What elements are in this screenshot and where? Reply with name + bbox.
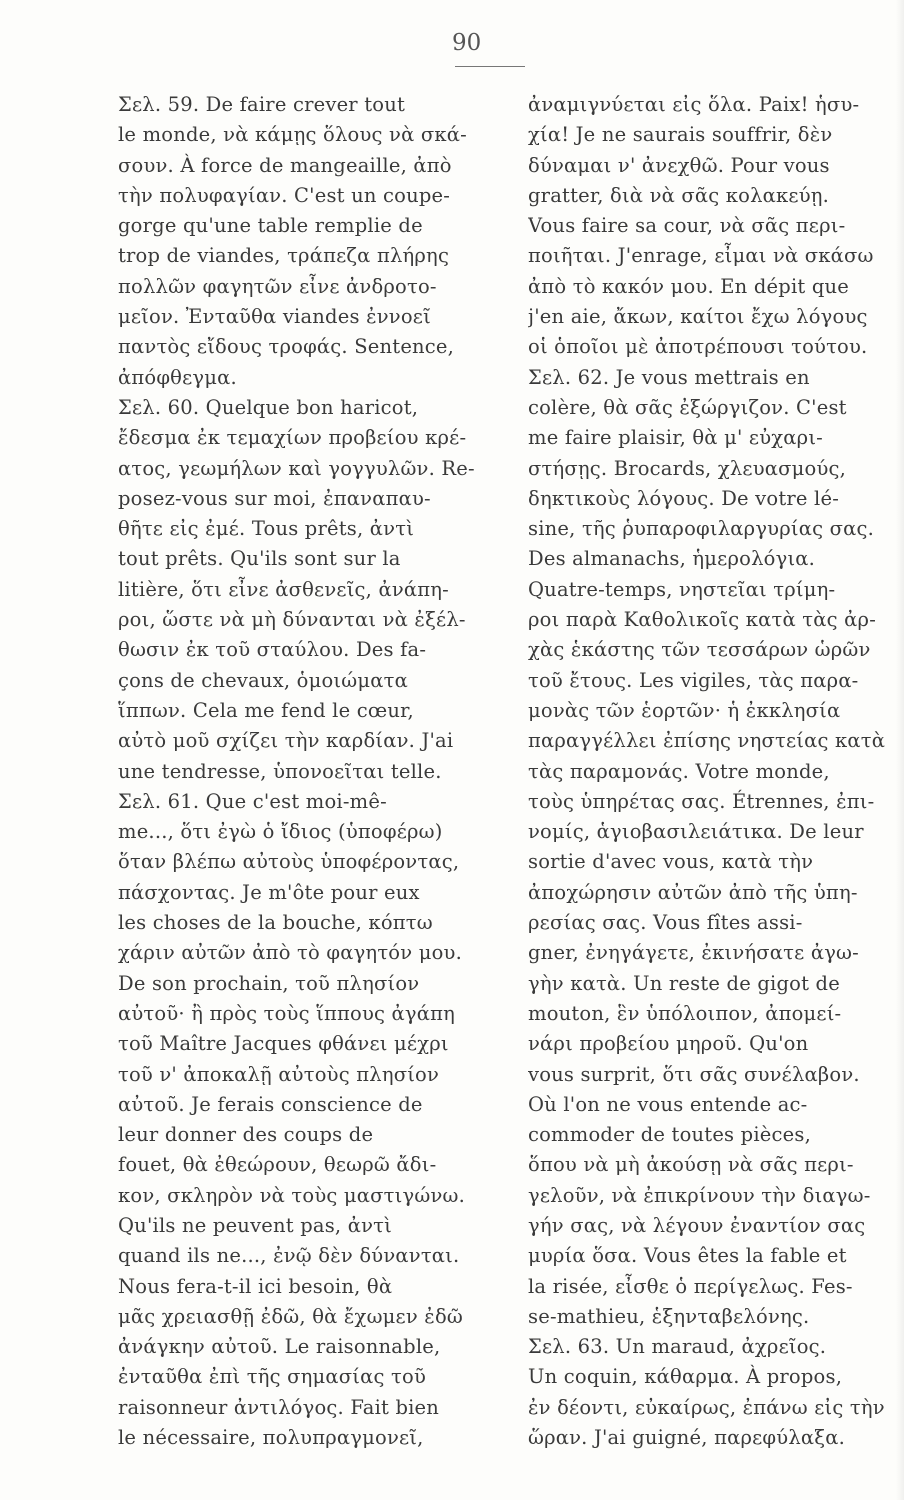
text-line: colère, θὰ σᾶς ἐξώργιζον. C'est xyxy=(528,395,847,419)
text-line: Σελ. 60. Quelque bon haricot, xyxy=(118,395,419,419)
text-line: παντὸς εἴδους τροφάς. Sentence, xyxy=(118,335,455,359)
text-line: οἱ ὁποῖοι μὲ ἀποτρέπουσι τούτου. xyxy=(528,335,868,359)
text-line: ατος, γεωμήλων καὶ γογγυλῶν. Re- xyxy=(118,456,475,480)
text-line: γήν σας, νὰ λέγουν ἐναντίον σας xyxy=(528,1213,866,1237)
text-line: μυρία ὅσα. Vous êtes la fable et xyxy=(528,1244,847,1268)
text-line: ἀπὸ τὸ κακόν μου. En dépit que xyxy=(528,274,849,298)
text-line: sine, τῆς ῥυπαροφιλαργυρίας σας. xyxy=(528,517,875,541)
text-line: τὴν πολυφαγίαν. C'est un coupe- xyxy=(118,183,451,207)
text-line: ροι παρὰ Καθολικοῖς κατὰ τὰς ἀρ- xyxy=(528,608,876,632)
text-line: ἔδεσμα ἐκ τεμαχίων προβείου κρέ- xyxy=(118,426,467,450)
text-line: une tendresse, ὑπονοεῖται telle. xyxy=(118,759,442,783)
text-line: gratter, διὰ νὰ σᾶς κολακεύῃ. xyxy=(528,183,830,207)
text-line: ἀπόφθεγμα. xyxy=(118,365,237,389)
text-line: τοῦ Maître Jacques φθάνει μέχρι xyxy=(118,1032,449,1056)
text-line: se-mathieu, ἑξηνταβελόνης. xyxy=(528,1304,810,1328)
text-line: τὰς παραμονάς. Votre monde, xyxy=(528,759,830,783)
text-line: χὰς ἑκάστης τῶν τεσσάρων ὡρῶν xyxy=(528,638,871,662)
text-line: litière, ὅτι εἶνε ἀσθενεῖς, ἀνάπη- xyxy=(118,577,449,601)
text-line: γὴν κατὰ. Un reste de gigot de xyxy=(528,971,840,995)
left-column xyxy=(118,90,486,1453)
text-line: δύναμαι ν' ἀνεχθῶ. Pour vous xyxy=(528,153,830,177)
text-line: αὐτοῦ· ἢ πρὸς τοὺς ἵππους ἀγάπη xyxy=(118,1001,456,1025)
text-line: quand ils ne..., ἐνῷ δὲν δύνανται. xyxy=(118,1244,460,1268)
text-line: τοῦ ἔτους. Les vigiles, τὰς παρα- xyxy=(528,668,859,692)
header-rule xyxy=(455,66,525,67)
text-line: mouton, ἓν ὑπόλοιπον, ἀπομεί- xyxy=(528,1001,842,1025)
text-line: ὅταν βλέπω αὐτοὺς ὑποφέροντας, xyxy=(118,850,460,874)
right-column xyxy=(528,90,896,1453)
text-line: παραγγέλλει ἐπίσης νηστείας κατὰ xyxy=(528,729,886,753)
text-line: ἵππων. Cela me fend le cœur, xyxy=(118,698,414,722)
text-line: σουν. À force de mangeaille, ἀπὸ xyxy=(118,153,452,177)
text-line: Σελ. 63. Un maraud, ἀχρεῖος. xyxy=(528,1335,827,1359)
text-line: ὅπου νὰ μὴ ἀκούσῃ νὰ σᾶς περι- xyxy=(528,1153,854,1177)
text-line: leur donner des coups de xyxy=(118,1123,374,1147)
text-line: ἀναμιγνύεται εἰς ὅλα. Paix! ἡσυ- xyxy=(528,93,860,116)
text-line: νάρι προβείου μηροῦ. Qu'on xyxy=(528,1032,809,1056)
text-line: me faire plaisir, θὰ μ' εὐχαρι- xyxy=(528,426,823,450)
text-line: Σελ. 59. De faire crever tout xyxy=(118,93,405,116)
text-line: Vous faire sa cour, νὰ σᾶς περι- xyxy=(528,214,846,238)
text-line: ἐνταῦθα ἐπὶ τῆς σημασίας τοῦ xyxy=(118,1365,427,1389)
page-number: 90 xyxy=(452,30,482,56)
text-line: μᾶς χρειασθῇ ἐδῶ, θὰ ἔχωμεν ἐδῶ xyxy=(118,1304,464,1328)
text-line: trop de viandes, τράπεζα πλήρης xyxy=(118,244,450,268)
text-line: le monde, νὰ κάμῃς ὅλους νὰ σκά- xyxy=(118,123,467,147)
page-edge-shadow xyxy=(896,0,904,1500)
text-line: θωσιν ἐκ τοῦ σταύλου. Des fa- xyxy=(118,638,427,662)
text-line: commoder de toutes pièces, xyxy=(528,1123,811,1147)
text-line: γελοῦν, νὰ ἐπικρίνουν τὴν διαγω- xyxy=(528,1183,871,1207)
text-line: De son prochain, τοῦ πλησίον xyxy=(118,971,420,995)
text-line: δηκτικοὺς λόγους. De votre lé- xyxy=(528,486,840,510)
text-line: νομίς, ἁγιοβασιλειάτικα. De leur xyxy=(528,820,864,844)
text-line: ἐν δέοντι, εὐκαίρως, ἐπάνω εἰς τὴν xyxy=(528,1395,885,1419)
text-line: sortie d'avec vous, κατὰ τὴν xyxy=(528,850,814,874)
text-line: fouet, θὰ ἐθεώρουν, θεωρῶ ἄδι- xyxy=(118,1153,437,1177)
text-line: χία! Je ne saurais souffrir, δὲν xyxy=(528,123,833,147)
text-line: ἀνάγκην αὐτοῦ. Le raisonnable, xyxy=(118,1335,441,1359)
text-line: vous surprit, ὅτι σᾶς συνέλαβον. xyxy=(528,1062,860,1086)
text-line: Où l'on ne vous entende ac- xyxy=(528,1092,808,1116)
text-line: τοὺς ὑπηρέτας σας. Étrennes, ἐπι- xyxy=(528,789,875,813)
text-line: posez-vous sur moi, ἐπαναπαυ- xyxy=(118,486,431,510)
text-line: Qu'ils ne peuvent pas, ἀντὶ xyxy=(118,1213,392,1237)
text-line: αὐτὸ μοῦ σχίζει τὴν καρδίαν. J'ai xyxy=(118,729,454,753)
text-line: j'en aie, ἄκων, καίτοι ἔχω λόγους xyxy=(528,305,868,329)
text-line: Des almanachs, ἡμερολόγια. xyxy=(528,547,816,571)
text-line: gorge qu'une table remplie de xyxy=(118,214,423,238)
text-line: me..., ὅτι ἐγὼ ὁ ἴδιος (ὑποφέρω) xyxy=(118,820,443,844)
text-line: Σελ. 62. Je vous mettrais en xyxy=(528,365,810,389)
text-line: le nécessaire, πολυπραγμονεῖ, xyxy=(118,1426,424,1450)
text-line: στήσῃς. Brocards, χλευασμούς, xyxy=(528,456,847,480)
text-line: ἀποχώρησιν αὐτῶν ἀπὸ τῆς ὑπη- xyxy=(528,880,858,904)
text-line: ροι, ὥστε νὰ μὴ δύνανται νὰ ἐξέλ- xyxy=(118,608,466,632)
text-line: μεῖον. Ἐνταῦθα viandes ἐννοεῖ xyxy=(118,305,431,329)
text-line: gner, ἐνηγάγετε, ἐκινήσατε ἀγω- xyxy=(528,941,859,965)
text-line: ὥραν. J'ai guigné, παρεφύλαξα. xyxy=(528,1426,845,1450)
text-line: κον, σκληρὸν νὰ τοὺς μαστιγώνω. xyxy=(118,1183,465,1207)
text-line: πάσχοντας. Je m'ôte pour eux xyxy=(118,880,420,904)
text-line: ρεσίας σας. Vous fîtes assi- xyxy=(528,911,803,935)
text-line: χάριν αὐτῶν ἀπὸ τὸ φαγητόν μου. xyxy=(118,941,462,965)
text-line: τοῦ ν' ἀποκαλῇ αὐτοὺς πλησίον xyxy=(118,1062,440,1086)
text-line: çons de chevaux, ὁμοιώματα xyxy=(118,668,408,692)
text-line: πολλῶν φαγητῶν εἶνε ἀνδροτο- xyxy=(118,274,437,298)
text-line: tout prêts. Qu'ils sont sur la xyxy=(118,547,401,571)
text-line: ποιῆται. J'enrage, εἶμαι νὰ σκάσω xyxy=(528,244,874,268)
text-line: θῆτε εἰς ἐμέ. Tous prêts, ἀντὶ xyxy=(118,517,415,541)
text-line: αὐτοῦ. Je ferais conscience de xyxy=(118,1092,423,1116)
text-line: les choses de la bouche, κόπτω xyxy=(118,911,433,935)
text-line: Nous fera-t-il ici besoin, θὰ xyxy=(118,1274,393,1298)
text-line: Σελ. 61. Que c'est moi-mê- xyxy=(118,789,387,813)
text-line: la risée, εἶσθε ὁ περίγελως. Fes- xyxy=(528,1274,853,1298)
text-line: raisonneur ἀντιλόγος. Fait bien xyxy=(118,1395,440,1419)
text-line: μονὰς τῶν ἑορτῶν· ἡ ἐκκλησία xyxy=(528,698,841,722)
text-line: Un coquin, κάθαρμα. À propos, xyxy=(528,1365,843,1389)
text-line: Quatre-temps, νηστεῖαι τρίμη- xyxy=(528,577,836,601)
